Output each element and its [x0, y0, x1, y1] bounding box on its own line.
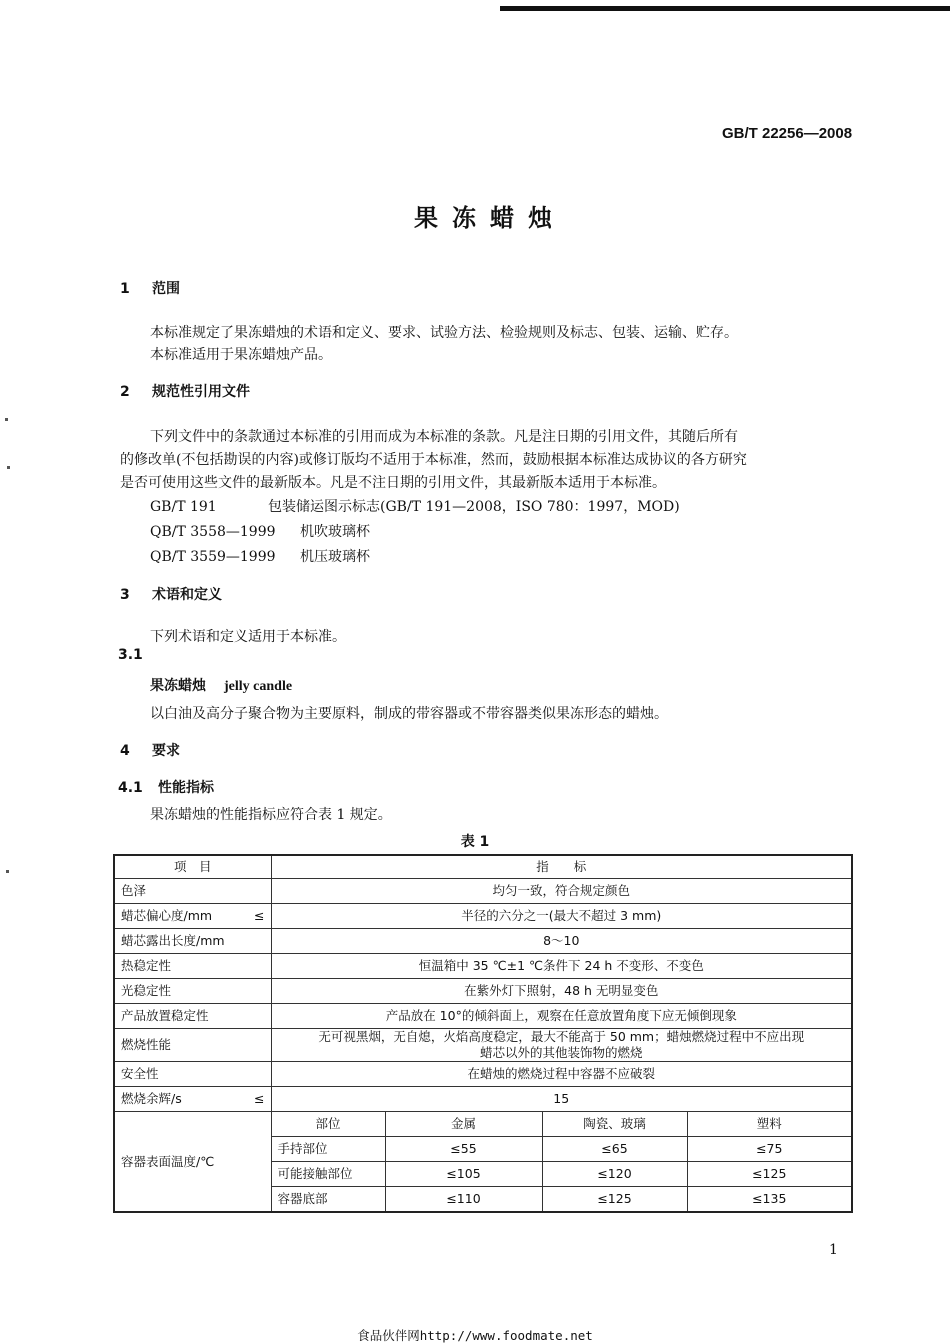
table-row — [114, 1087, 852, 1112]
table-row — [114, 929, 852, 954]
row-item: 安全性 — [114, 1062, 271, 1087]
table-header-row — [114, 855, 852, 879]
scan-speck — [5, 418, 8, 421]
term-definition-text: 以白油及高分子聚合物为主要原料，制成的带容器或不带容器类似果冻形态的蜡烛。 — [150, 706, 668, 722]
footer-watermark[interactable]: 食品伙伴网http://www.foodmate.net — [357, 1328, 593, 1343]
row-item: 热稳定性 — [114, 954, 271, 979]
row-item-cell — [114, 904, 271, 929]
section-3-heading — [120, 584, 222, 604]
reference-item — [150, 546, 370, 566]
row-symbol: ≤ — [254, 1091, 265, 1106]
section-2-paragraph-line: 的修改单(不包括勘误的内容)或修订版均不适用于本标准，然而，鼓励根据本标准达成协议的各方研究 — [120, 452, 747, 468]
term-chinese: 果冻蜡烛 — [150, 678, 206, 694]
table-row — [114, 954, 852, 979]
section-number: 3 — [120, 587, 130, 603]
section-2-heading — [120, 381, 250, 401]
section-4-paragraph: 果冻蜡烛的性能指标应符合表 1 规定。 — [150, 807, 392, 823]
row-item-cell — [114, 1087, 271, 1112]
section-title: 术语和定义 — [152, 587, 222, 603]
temp-value: ≤120 — [542, 1162, 687, 1187]
section-1-heading — [120, 278, 180, 298]
row-item: 色泽 — [114, 879, 271, 904]
temp-value: ≤105 — [385, 1162, 542, 1187]
row-value — [271, 1029, 852, 1062]
row-item: 容器表面温度/℃ — [114, 1112, 271, 1213]
table-row — [114, 879, 852, 904]
row-symbol: ≤ — [254, 908, 265, 923]
temp-subheader-row — [114, 1112, 852, 1137]
table-row — [114, 979, 852, 1004]
subsection-title: 性能指标 — [158, 780, 214, 796]
row-item: 光稳定性 — [114, 979, 271, 1004]
table-caption: 表 1 — [460, 834, 490, 850]
row-item: 产品放置稳定性 — [114, 1004, 271, 1029]
row-value-line: 蜡芯以外的其他装饰物的燃烧 — [480, 1045, 643, 1060]
temp-value: ≤110 — [385, 1187, 542, 1213]
row-value: 均匀一致，符合规定颜色 — [271, 879, 852, 904]
row-value: 8～10 — [271, 929, 852, 954]
temp-value: ≤125 — [542, 1187, 687, 1213]
reference-code: QB/T 3559—1999 — [150, 549, 276, 565]
temp-value: ≤135 — [687, 1187, 852, 1213]
page-number: 1 — [829, 1242, 838, 1258]
performance-table — [113, 854, 853, 1213]
row-value-line: 无可视黑烟，无自熄，火焰高度稳定，最大不能高于 50 mm；蜡烛燃烧过程中不应出现 — [318, 1029, 805, 1044]
section-number: 4 — [120, 743, 130, 759]
term-definition-title — [150, 675, 292, 695]
row-value: 在蜡烛的燃烧过程中容器不应破裂 — [271, 1062, 852, 1087]
row-item: 蜡芯露出长度/mm — [114, 929, 271, 954]
section-number: 2 — [120, 384, 130, 400]
subsection-4-1-heading — [118, 777, 214, 797]
header-indicator: 指 标 — [271, 855, 852, 879]
table-row — [114, 1062, 852, 1087]
temp-header: 塑料 — [687, 1112, 852, 1137]
reference-code: GB/T 191 — [150, 499, 217, 515]
row-item: 燃烧余辉/s — [121, 1091, 182, 1106]
table-row — [114, 1029, 852, 1062]
standard-number: GB/T 22256—2008 — [722, 125, 853, 142]
section-2-paragraph-line: 是否可使用这些文件的最新版本。凡是不注日期的引用文件，其最新版本适用于本标准。 — [120, 475, 666, 491]
section-4-heading — [120, 740, 180, 760]
temp-part: 容器底部 — [271, 1187, 385, 1213]
section-title: 范围 — [152, 281, 180, 297]
row-item: 燃烧性能 — [114, 1029, 271, 1062]
temp-header: 金属 — [385, 1112, 542, 1137]
section-title: 要求 — [152, 743, 180, 759]
scan-speck — [6, 870, 9, 873]
reference-name: 包装储运图示标志(GB/T 191—2008，ISO 780：1997，MOD) — [268, 499, 680, 515]
section-2-paragraph-line: 下列文件中的条款通过本标准的引用而成为本标准的条款。凡是注日期的引用文件，其随后所有 — [150, 429, 738, 445]
reference-item — [150, 496, 680, 516]
temp-value: ≤125 — [687, 1162, 852, 1187]
section-1-paragraph: 本标准适用于果冻蜡烛产品。 — [150, 347, 332, 363]
temp-part: 手持部位 — [271, 1137, 385, 1162]
temp-part: 可能接触部位 — [271, 1162, 385, 1187]
row-value: 产品放在 10°的倾斜面上，观察在任意放置角度下应无倾倒现象 — [271, 1004, 852, 1029]
scan-speck — [7, 466, 10, 469]
row-value: 在紫外灯下照射，48 h 无明显变色 — [271, 979, 852, 1004]
row-value: 15 — [271, 1087, 852, 1112]
reference-name: 机吹玻璃杯 — [300, 524, 370, 540]
reference-item — [150, 521, 370, 541]
header-item: 项 目 — [114, 855, 271, 879]
row-value: 半径的六分之一(最大不超过 3 mm) — [271, 904, 852, 929]
section-title: 规范性引用文件 — [152, 384, 250, 400]
section-3-paragraph: 下列术语和定义适用于本标准。 — [150, 629, 346, 645]
table-row — [114, 1004, 852, 1029]
subsection-number: 4.1 — [118, 780, 143, 796]
temp-value: ≤65 — [542, 1137, 687, 1162]
temp-value: ≤55 — [385, 1137, 542, 1162]
table-row — [114, 904, 852, 929]
reference-code: QB/T 3558—1999 — [150, 524, 276, 540]
subsection-number: 3.1 — [118, 647, 143, 663]
section-1-paragraph: 本标准规定了果冻蜡烛的术语和定义、要求、试验方法、检验规则及标志、包装、运输、贮存。 — [150, 325, 738, 341]
reference-name: 机压玻璃杯 — [300, 549, 370, 565]
page-title: 果冻蜡烛 — [414, 204, 566, 232]
section-number: 1 — [120, 281, 130, 297]
row-item: 蜡芯偏心度/mm — [121, 908, 213, 923]
temp-header: 部位 — [271, 1112, 385, 1137]
top-border-line — [500, 6, 950, 11]
row-value: 恒温箱中 35 ℃±1 ℃条件下 24 h 不变形、不变色 — [271, 954, 852, 979]
term-english: jelly candle — [224, 679, 293, 694]
temp-header: 陶瓷、玻璃 — [542, 1112, 687, 1137]
temp-value: ≤75 — [687, 1137, 852, 1162]
